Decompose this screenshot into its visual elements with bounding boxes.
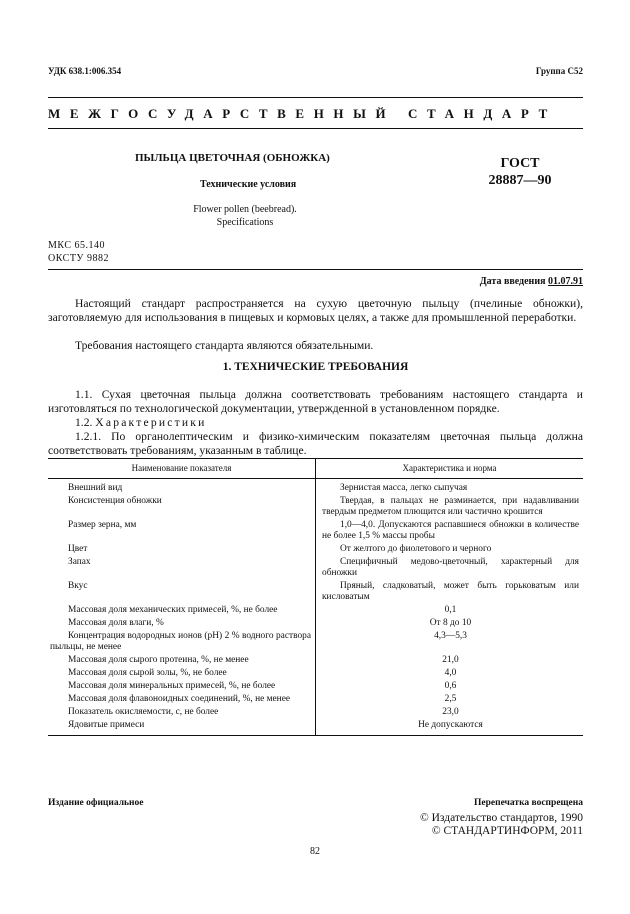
indicator-value: 1,0—4,0. Допускаются распавшиеся обножки в количестве не более 1,5 % массы пробы xyxy=(322,520,579,541)
section-title: 1. ТЕХНИЧЕСКИЕ ТРЕБОВАНИЯ xyxy=(222,361,409,373)
english-title-line2: Specifications xyxy=(216,217,274,228)
group-code: Группа С52 xyxy=(535,66,583,76)
indicator-name: Размер зерна, мм xyxy=(48,519,316,543)
copyright-block xyxy=(420,812,583,838)
table-row xyxy=(48,719,583,736)
indicator-value: 23,0 xyxy=(442,707,459,717)
indicator-value: Твердая, в пальцах не разминается, при надавливании твердым предметом плющится или частично крошится xyxy=(322,496,579,517)
requirements-table xyxy=(48,458,583,736)
table-row xyxy=(48,519,583,543)
indicator-name: Вкус xyxy=(48,580,316,604)
gost-label: ГОСТ xyxy=(500,156,540,171)
intro-paragraph: Настоящий стандарт распространяется на сухую цветочную пыльцу (пчелиные обножки), заготовляемую для использования в пищевых и кормовых целях, а также для промышленной переработки. xyxy=(48,297,583,324)
gost-number: 28887—90 xyxy=(488,173,552,188)
indicator-name: Цвет xyxy=(48,543,316,556)
document-subtitle: Технические условия xyxy=(200,179,297,190)
indicator-name: Массовая доля сырого протеина, %, не менее xyxy=(48,654,316,667)
indicator-value: От 8 до 10 xyxy=(429,618,472,628)
indicator-value: 4,3—5,3 xyxy=(434,631,467,641)
indicator-value: Зернистая масса, легко сыпучая xyxy=(340,483,468,493)
english-title-line1: Flower pollen (beebread). xyxy=(193,204,297,215)
mks-code: МКС 65.140 xyxy=(48,240,105,251)
table-row xyxy=(48,654,583,667)
table-row xyxy=(48,495,583,519)
clause-1-2-number: 1.2. xyxy=(75,416,93,429)
table-row xyxy=(48,630,583,654)
table-row xyxy=(48,543,583,556)
indicator-value: 21,0 xyxy=(442,655,459,665)
clause-1-2 xyxy=(48,416,583,430)
udk-code: УДК 638.1:006.354 xyxy=(48,66,122,76)
official-edition: Издание официальное xyxy=(48,798,144,808)
clause-1-2-1: 1.2.1. По органолептическим и физико-химическим показателям цветочная пыльца должна соответствовать требованиям, указанным в таблице. xyxy=(48,430,583,457)
gost-designation xyxy=(480,155,560,189)
indicator-value: Пряный, сладковатый, может быть горьковатым или кисловатым xyxy=(322,581,579,602)
copyright-line-1: © Издательство стандартов, 1990 xyxy=(419,812,583,824)
table-row xyxy=(48,580,583,604)
clause-1-2-text: Характеристики xyxy=(95,416,207,429)
table-header-value: Характеристика и норма xyxy=(316,459,584,479)
reprint-notice: Перепечатка воспрещена xyxy=(473,798,583,808)
indicator-name: Массовая доля влаги, % xyxy=(48,617,316,630)
table-row xyxy=(48,604,583,617)
standard-banner: МЕЖГОСУДАРСТВЕННЫЙ СТАНДАРТ xyxy=(48,106,557,121)
table-row xyxy=(48,556,583,580)
table-row xyxy=(48,693,583,706)
indicator-name: Массовая доля сырой золы, %, не более xyxy=(48,667,316,680)
date-rule xyxy=(48,269,583,270)
indicator-name: Ядовитые примеси xyxy=(48,719,316,736)
page-number: 82 xyxy=(310,846,320,857)
indicator-name: Концентрация водородных ионов (рН) 2 % водного раствора пыльцы, не менее xyxy=(48,630,316,654)
table-header-name: Наименование показателя xyxy=(48,459,316,479)
table-row xyxy=(48,706,583,719)
intro-date-value: 01.07.91 xyxy=(548,276,583,287)
clause-1-1: 1.1. Сухая цветочная пыльца должна соответствовать требованиям настоящего стандарта и изготовляться по технологической документации, утвержденной в установленном порядке. xyxy=(48,388,583,415)
table-row xyxy=(48,667,583,680)
table-row xyxy=(48,617,583,630)
indicator-value: 0,1 xyxy=(444,605,457,615)
indicator-name: Внешний вид xyxy=(48,479,316,496)
indicator-value: Специфичный медово-цветочный, характерный для обножки xyxy=(322,557,579,578)
indicator-value: От желтого до фиолетового и черного xyxy=(340,544,492,554)
document-title: ПЫЛЬЦА ЦВЕТОЧНАЯ (ОБНОЖКА) xyxy=(135,152,330,164)
table-header-row xyxy=(48,459,583,479)
indicator-name: Массовая доля минеральных примесей, %, не более xyxy=(48,680,316,693)
indicator-value: Не допускаются xyxy=(316,719,584,736)
indicator-name: Массовая доля флавоноидных соединений, %, не менее xyxy=(48,693,316,706)
indicator-value: 4,0 xyxy=(444,668,457,678)
indicator-value: 0,6 xyxy=(444,681,457,691)
intro-date xyxy=(480,276,583,287)
indicator-name: Массовая доля механических примесей, %, не более xyxy=(48,604,316,617)
top-rule xyxy=(48,97,583,98)
mandatory-paragraph: Требования настоящего стандарта являются обязательными. xyxy=(75,339,374,352)
indicator-name: Консистенция обножки xyxy=(48,495,316,519)
banner-rule xyxy=(48,128,583,129)
indicator-name: Показатель окисляемости, с, не более xyxy=(48,706,316,719)
english-title xyxy=(160,203,330,229)
okstu-code: ОКСТУ 9882 xyxy=(48,253,110,264)
indicator-value: 2,5 xyxy=(444,694,457,704)
copyright-line-2: © СТАНДАРТИНФОРМ, 2011 xyxy=(431,825,583,837)
classification-codes xyxy=(48,239,109,265)
intro-date-label: Дата введения xyxy=(479,276,546,287)
indicator-name: Запах xyxy=(48,556,316,580)
table-row xyxy=(48,680,583,693)
table-row xyxy=(48,479,583,496)
